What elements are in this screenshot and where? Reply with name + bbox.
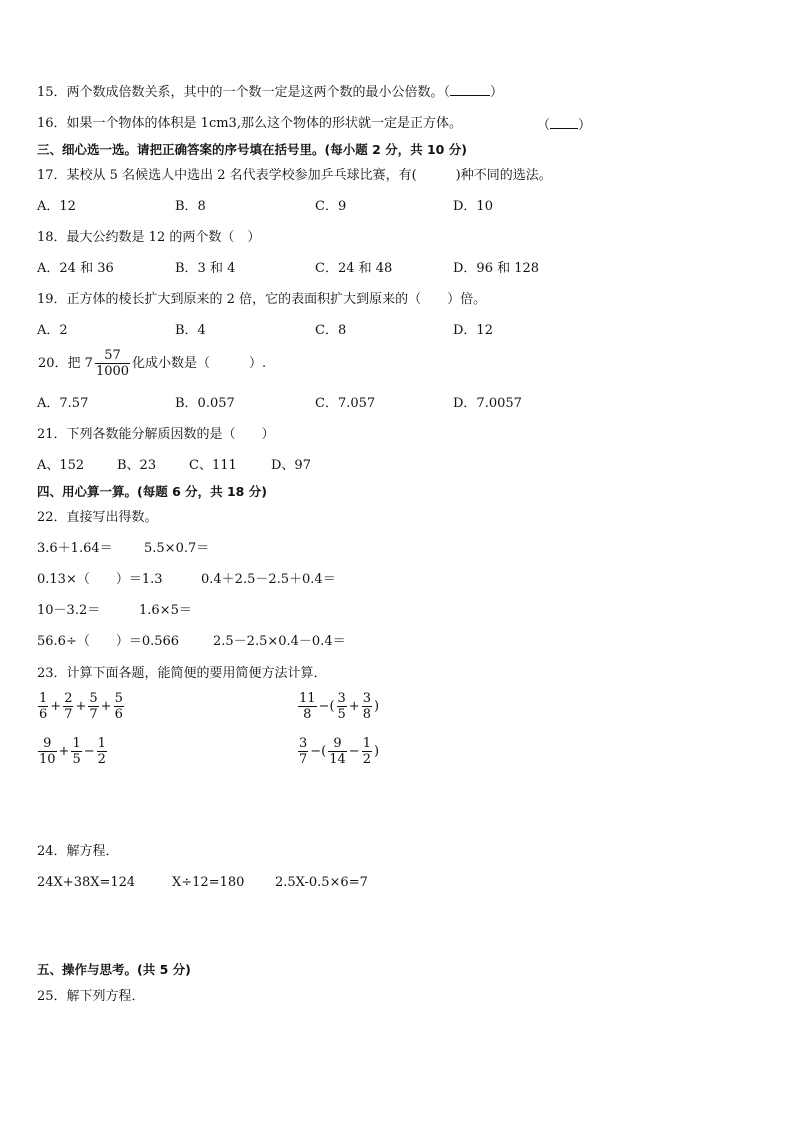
question-16: 16．如果一个物体的体积是 1cm3,那么这个物体的形状就一定是正方体。	[37, 116, 462, 131]
equation: 2.5X-0.5×6=7	[275, 875, 368, 890]
q20-option-d[interactable]: D．7.0057	[453, 396, 522, 411]
q17-option-d[interactable]: D．10	[453, 199, 493, 214]
fraction: $\frac{2}{7}$	[64, 691, 73, 722]
expression-a: $\frac{1}{6}$ + $\frac{2}{7}$ + $\frac{5}{7}$ + $\frac{5}{6}$	[39, 691, 123, 722]
q18-option-b[interactable]: B．3 和 4	[175, 261, 236, 276]
q20-option-a[interactable]: A．7.57	[37, 396, 89, 411]
fraction: $\frac{3}{5}$	[337, 691, 346, 722]
question-25: 25．解下列方程．	[37, 989, 145, 1004]
mixed-fraction: $\frac{57}{1000}$	[95, 348, 130, 379]
equation: X÷12=180	[172, 875, 245, 890]
q18-option-d[interactable]: D．96 和 128	[453, 261, 540, 276]
calc-item: 2.5－2.5×0.4－0.4＝	[213, 634, 346, 649]
question-22: 22．直接写出得数。	[37, 510, 158, 525]
q21-option-b[interactable]: B、23	[117, 458, 157, 473]
expression-d: $\frac{3}{7}$ −( $\frac{9}{14}$ − $\frac{1}{2}$ )	[299, 736, 380, 767]
section-5-heading: 五、操作与思考。(共 5 分)	[37, 962, 191, 977]
q21-option-a[interactable]: A、152	[37, 458, 85, 473]
fraction: $\frac{1}{2}$	[362, 736, 371, 767]
q17-option-c[interactable]: C．9	[315, 199, 347, 214]
fraction: $\frac{3}{7}$	[299, 736, 308, 767]
question-23: 23．计算下面各题，能简便的要用简便方法计算．	[37, 666, 327, 681]
q19-option-c[interactable]: C．8	[315, 323, 347, 338]
q20-option-c[interactable]: C．7.057	[315, 396, 376, 411]
fraction: $\frac{9}{10}$	[39, 736, 56, 767]
expression-c: $\frac{9}{10}$ + $\frac{1}{5}$ − $\frac{1}{2}$	[39, 736, 106, 767]
section-4-heading: 四、用心算一算。(每题 6 分，共 18 分)	[37, 484, 267, 499]
calc-item: 5.5×0.7＝	[144, 541, 210, 556]
q20-option-b[interactable]: B．0.057	[175, 396, 235, 411]
q19-option-d[interactable]: D．12	[453, 323, 493, 338]
question-15: 15．两个数成倍数关系，其中的一个数一定是这两个数的最小公倍数。（ ）	[37, 85, 504, 100]
calc-item: 10－3.2＝	[37, 603, 101, 618]
answer-blank[interactable]	[450, 83, 490, 96]
calc-item: 0.13×（ ）＝1.3	[37, 572, 163, 587]
q21-option-d[interactable]: D、97	[271, 458, 311, 473]
q19-option-a[interactable]: A．2	[37, 323, 68, 338]
question-21: 21．下列各数能分解质因数的是（ ）	[37, 427, 275, 442]
calc-item: 0.4＋2.5－2.5＋0.4＝	[201, 572, 336, 587]
calc-item: 56.6÷（ ）＝0.566	[37, 634, 180, 649]
question-24: 24．解方程．	[37, 844, 119, 859]
fraction: $\frac{1}{2}$	[97, 736, 106, 767]
q17-option-b[interactable]: B．8	[175, 199, 206, 214]
fraction: $\frac{9}{14}$	[329, 736, 346, 767]
answer-blank[interactable]	[550, 116, 578, 129]
calc-item: 3.6＋1.64＝	[37, 541, 113, 556]
equation: 24X+38X=124	[37, 875, 136, 890]
question-17: 17．某校从 5 名候选人中选出 2 名代表学校参加乒乓球比赛，有( )种不同的选法。	[37, 168, 552, 183]
q21-option-c[interactable]: C、111	[189, 458, 237, 473]
question-20: 20．把 7 $\frac{57}{1000}$ 化成小数是（ ）.	[38, 348, 267, 379]
calc-item: 1.6×5＝	[139, 603, 192, 618]
q17-option-a[interactable]: A．12	[37, 199, 76, 214]
q19-option-b[interactable]: B．4	[175, 323, 206, 338]
fraction: $\frac{1}{5}$	[72, 736, 81, 767]
q18-option-c[interactable]: C．24 和 48	[315, 261, 393, 276]
question-19: 19．正方体的棱长扩大到原来的 2 倍，它的表面积扩大到原来的（ ）倍。	[37, 292, 487, 307]
question-16-answer: （ ）	[537, 118, 592, 133]
fraction: $\frac{5}{6}$	[114, 691, 123, 722]
fraction: $\frac{3}{8}$	[362, 691, 371, 722]
question-18: 18．最大公约数是 12 的两个数（ ）	[37, 230, 261, 245]
fraction: $\frac{11}{8}$	[299, 691, 316, 722]
section-3-heading: 三、细心选一选。请把正确答案的序号填在括号里。(每小题 2 分，共 10 分)	[37, 142, 467, 157]
q18-option-a[interactable]: A．24 和 36	[37, 261, 114, 276]
fraction: $\frac{5}{7}$	[89, 691, 98, 722]
fraction: $\frac{1}{6}$	[39, 691, 48, 722]
expression-b: $\frac{11}{8}$ −( $\frac{3}{5}$ + $\frac{3}{8}$ )	[299, 691, 380, 722]
